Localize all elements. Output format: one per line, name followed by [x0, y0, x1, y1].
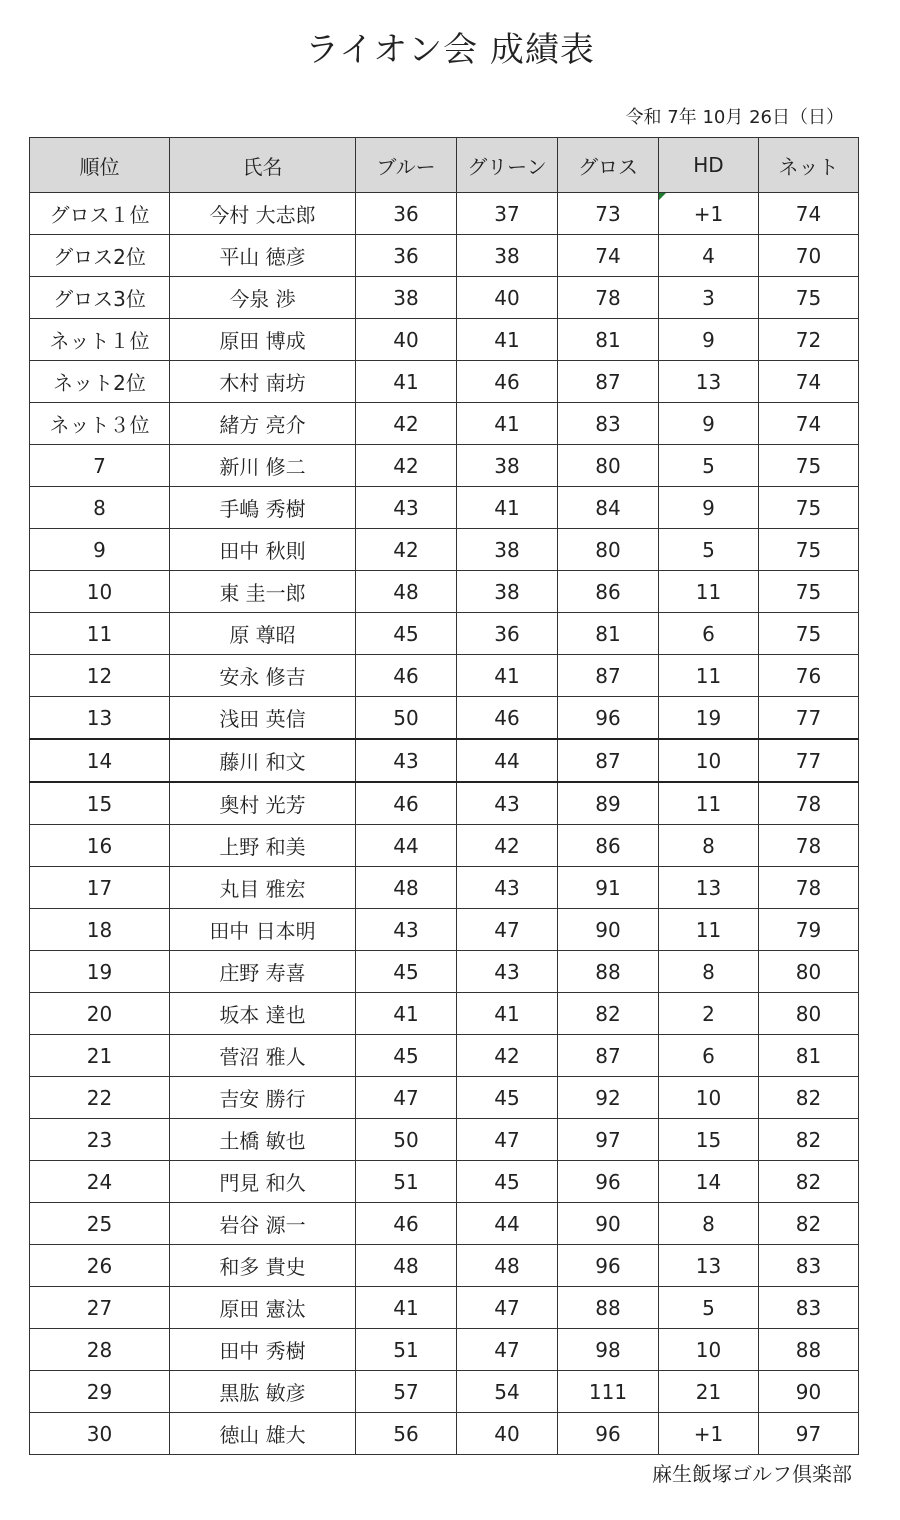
cell-blue: 46 — [356, 655, 457, 697]
cell-gross: 81 — [558, 613, 659, 655]
cell-blue: 57 — [356, 1371, 457, 1413]
cell-hd: 9 — [659, 403, 759, 445]
table-row — [30, 277, 859, 319]
cell-net: 81 — [759, 1035, 859, 1077]
cell-name: 徳山 雄大 — [170, 1413, 356, 1455]
cell-green: 47 — [457, 1329, 558, 1371]
cell-gross: 88 — [558, 1287, 659, 1329]
cell-gross: 96 — [558, 697, 659, 740]
cell-gross: 73 — [558, 193, 659, 235]
table-row — [30, 993, 859, 1035]
cell-blue: 42 — [356, 403, 457, 445]
table-row — [30, 613, 859, 655]
cell-blue: 40 — [356, 319, 457, 361]
cell-rank: グロス2位 — [30, 235, 170, 277]
cell-green: 47 — [457, 909, 558, 951]
table-row — [30, 1413, 859, 1455]
cell-green: 43 — [457, 951, 558, 993]
cell-net: 88 — [759, 1329, 859, 1371]
header-name: 氏名 — [170, 138, 356, 193]
table-row — [30, 1329, 859, 1371]
table-row — [30, 697, 859, 740]
table-row — [30, 319, 859, 361]
cell-green: 38 — [457, 445, 558, 487]
cell-hd: 11 — [659, 571, 759, 613]
cell-net: 78 — [759, 867, 859, 909]
cell-blue: 44 — [356, 825, 457, 867]
cell-hd: 3 — [659, 277, 759, 319]
cell-blue: 45 — [356, 613, 457, 655]
cell-name: 坂本 達也 — [170, 993, 356, 1035]
cell-rank: 13 — [30, 697, 170, 740]
cell-name: 原 尊昭 — [170, 613, 356, 655]
cell-blue: 51 — [356, 1329, 457, 1371]
cell-blue: 47 — [356, 1077, 457, 1119]
cell-green: 46 — [457, 697, 558, 740]
cell-green: 45 — [457, 1161, 558, 1203]
cell-rank: 17 — [30, 867, 170, 909]
cell-gross: 96 — [558, 1161, 659, 1203]
cell-hd: 8 — [659, 951, 759, 993]
cell-green: 42 — [457, 825, 558, 867]
page-title: ライオン会 成績表 — [305, 30, 595, 70]
cell-blue: 43 — [356, 909, 457, 951]
cell-hd: 10 — [659, 1077, 759, 1119]
cell-green: 48 — [457, 1245, 558, 1287]
cell-net: 74 — [759, 403, 859, 445]
results-body — [30, 193, 859, 1455]
table-row — [30, 193, 859, 235]
cell-gross: 89 — [558, 782, 659, 825]
cell-hd: 8 — [659, 825, 759, 867]
cell-rank: 11 — [30, 613, 170, 655]
cell-blue: 43 — [356, 487, 457, 529]
cell-green: 46 — [457, 361, 558, 403]
cell-gross: 111 — [558, 1371, 659, 1413]
cell-rank: ネット３位 — [30, 403, 170, 445]
table-row — [30, 655, 859, 697]
cell-gross: 90 — [558, 909, 659, 951]
cell-rank: 19 — [30, 951, 170, 993]
cell-green: 40 — [457, 1413, 558, 1455]
cell-hd: 10 — [659, 1329, 759, 1371]
cell-green: 41 — [457, 487, 558, 529]
cell-net: 75 — [759, 571, 859, 613]
cell-net: 75 — [759, 487, 859, 529]
cell-hd: 6 — [659, 1035, 759, 1077]
cell-rank: グロス3位 — [30, 277, 170, 319]
cell-gross: 87 — [558, 1035, 659, 1077]
cell-gross: 96 — [558, 1413, 659, 1455]
cell-net: 83 — [759, 1245, 859, 1287]
cell-name: 黒肱 敏彦 — [170, 1371, 356, 1413]
cell-name: 今泉 渉 — [170, 277, 356, 319]
cell-rank: 7 — [30, 445, 170, 487]
cell-name: 浅田 英信 — [170, 697, 356, 740]
club-name: 麻生飯塚ゴルフ倶楽部 — [652, 1462, 852, 1486]
cell-net: 77 — [759, 739, 859, 782]
cell-net: 82 — [759, 1077, 859, 1119]
cell-hd: +1 — [659, 193, 759, 235]
cell-hd: 11 — [659, 782, 759, 825]
cell-rank: 9 — [30, 529, 170, 571]
cell-blue: 46 — [356, 1203, 457, 1245]
cell-blue: 50 — [356, 697, 457, 740]
cell-blue: 48 — [356, 1245, 457, 1287]
cell-gross: 82 — [558, 993, 659, 1035]
cell-blue: 38 — [356, 277, 457, 319]
cell-hd: 14 — [659, 1161, 759, 1203]
cell-gross: 87 — [558, 361, 659, 403]
cell-name: 東 圭一郎 — [170, 571, 356, 613]
cell-blue: 51 — [356, 1161, 457, 1203]
cell-gross: 78 — [558, 277, 659, 319]
cell-name: 田中 秋則 — [170, 529, 356, 571]
event-date: 令和 7年 10月 26日（日） — [625, 107, 844, 128]
cell-hd: +1 — [659, 1413, 759, 1455]
cell-net: 77 — [759, 697, 859, 740]
cell-gross: 97 — [558, 1119, 659, 1161]
cell-net: 75 — [759, 277, 859, 319]
cell-gross: 74 — [558, 235, 659, 277]
cell-hd: 13 — [659, 1245, 759, 1287]
cell-rank: 10 — [30, 571, 170, 613]
table-row — [30, 529, 859, 571]
table-row — [30, 782, 859, 825]
cell-rank: ネット2位 — [30, 361, 170, 403]
cell-rank: 28 — [30, 1329, 170, 1371]
cell-rank: 29 — [30, 1371, 170, 1413]
cell-green: 44 — [457, 739, 558, 782]
cell-net: 79 — [759, 909, 859, 951]
cell-green: 47 — [457, 1119, 558, 1161]
cell-net: 70 — [759, 235, 859, 277]
cell-net: 75 — [759, 529, 859, 571]
cell-hd: 4 — [659, 235, 759, 277]
cell-net: 97 — [759, 1413, 859, 1455]
cell-rank: 12 — [30, 655, 170, 697]
header-row — [30, 138, 859, 193]
cell-blue: 46 — [356, 782, 457, 825]
table-row — [30, 951, 859, 993]
table-row — [30, 361, 859, 403]
cell-gross: 98 — [558, 1329, 659, 1371]
table-row — [30, 445, 859, 487]
cell-hd: 2 — [659, 993, 759, 1035]
cell-green: 44 — [457, 1203, 558, 1245]
table-row — [30, 739, 859, 782]
cell-rank: 18 — [30, 909, 170, 951]
cell-hd: 6 — [659, 613, 759, 655]
cell-green: 38 — [457, 235, 558, 277]
cell-net: 72 — [759, 319, 859, 361]
cell-gross: 87 — [558, 739, 659, 782]
cell-hd: 13 — [659, 867, 759, 909]
cell-net: 75 — [759, 445, 859, 487]
cell-green: 37 — [457, 193, 558, 235]
cell-name: 菅沼 雅人 — [170, 1035, 356, 1077]
header-hd: HD — [659, 138, 759, 193]
cell-green: 40 — [457, 277, 558, 319]
cell-name: 吉安 勝行 — [170, 1077, 356, 1119]
cell-name: 丸目 雅宏 — [170, 867, 356, 909]
cell-blue: 41 — [356, 361, 457, 403]
header-green: グリーン — [457, 138, 558, 193]
cell-name: 緒方 亮介 — [170, 403, 356, 445]
cell-hd: 9 — [659, 487, 759, 529]
cell-blue: 36 — [356, 193, 457, 235]
cell-gross: 96 — [558, 1245, 659, 1287]
cell-gross: 91 — [558, 867, 659, 909]
cell-name: 田中 日本明 — [170, 909, 356, 951]
cell-rank: 15 — [30, 782, 170, 825]
cell-hd: 5 — [659, 445, 759, 487]
table-row — [30, 1077, 859, 1119]
header-net: ネット — [759, 138, 859, 193]
cell-gross: 81 — [558, 319, 659, 361]
cell-hd: 21 — [659, 1371, 759, 1413]
cell-rank: 8 — [30, 487, 170, 529]
cell-hd: 9 — [659, 319, 759, 361]
cell-name: 門見 和久 — [170, 1161, 356, 1203]
cell-net: 82 — [759, 1119, 859, 1161]
table-row — [30, 825, 859, 867]
cell-rank: 23 — [30, 1119, 170, 1161]
cell-net: 75 — [759, 613, 859, 655]
cell-gross: 90 — [558, 1203, 659, 1245]
cell-name: 手嶋 秀樹 — [170, 487, 356, 529]
cell-rank: 24 — [30, 1161, 170, 1203]
cell-blue: 48 — [356, 867, 457, 909]
table-row — [30, 403, 859, 445]
cell-rank: 30 — [30, 1413, 170, 1455]
cell-net: 76 — [759, 655, 859, 697]
cell-name: 田中 秀樹 — [170, 1329, 356, 1371]
cell-gross: 80 — [558, 529, 659, 571]
cell-rank: 26 — [30, 1245, 170, 1287]
cell-rank: グロス１位 — [30, 193, 170, 235]
table-row — [30, 1119, 859, 1161]
cell-rank: 20 — [30, 993, 170, 1035]
table-row — [30, 867, 859, 909]
cell-green: 54 — [457, 1371, 558, 1413]
cell-gross: 86 — [558, 825, 659, 867]
cell-gross: 80 — [558, 445, 659, 487]
cell-name: 安永 修吉 — [170, 655, 356, 697]
table-row — [30, 1287, 859, 1329]
cell-rank: 16 — [30, 825, 170, 867]
cell-blue: 48 — [356, 571, 457, 613]
table-row — [30, 1035, 859, 1077]
cell-green: 42 — [457, 1035, 558, 1077]
cell-name: 庄野 寿喜 — [170, 951, 356, 993]
cell-name: 原田 憲汰 — [170, 1287, 356, 1329]
cell-green: 43 — [457, 867, 558, 909]
cell-gross: 83 — [558, 403, 659, 445]
cell-green: 47 — [457, 1287, 558, 1329]
cell-blue: 41 — [356, 993, 457, 1035]
cell-name: 今村 大志郎 — [170, 193, 356, 235]
cell-hd: 10 — [659, 739, 759, 782]
cell-net: 78 — [759, 782, 859, 825]
cell-name: 新川 修二 — [170, 445, 356, 487]
cell-gross: 86 — [558, 571, 659, 613]
cell-gross: 92 — [558, 1077, 659, 1119]
cell-green: 41 — [457, 319, 558, 361]
table-row — [30, 1245, 859, 1287]
cell-name: 原田 博成 — [170, 319, 356, 361]
cell-gross: 87 — [558, 655, 659, 697]
cell-net: 74 — [759, 361, 859, 403]
cell-net: 74 — [759, 193, 859, 235]
header-blue: ブルー — [356, 138, 457, 193]
cell-green: 45 — [457, 1077, 558, 1119]
cell-hd: 11 — [659, 909, 759, 951]
cell-net: 80 — [759, 951, 859, 993]
cell-blue: 45 — [356, 951, 457, 993]
cell-rank: 25 — [30, 1203, 170, 1245]
cell-name: 奥村 光芳 — [170, 782, 356, 825]
cell-net: 82 — [759, 1161, 859, 1203]
cell-rank: 22 — [30, 1077, 170, 1119]
cell-green: 43 — [457, 782, 558, 825]
cell-rank: 27 — [30, 1287, 170, 1329]
cell-name: 上野 和美 — [170, 825, 356, 867]
cell-gross: 88 — [558, 951, 659, 993]
cell-name: 木村 南坊 — [170, 361, 356, 403]
cell-blue: 41 — [356, 1287, 457, 1329]
cell-name: 平山 徳彦 — [170, 235, 356, 277]
table-row — [30, 487, 859, 529]
cell-blue: 50 — [356, 1119, 457, 1161]
cell-net: 83 — [759, 1287, 859, 1329]
cell-green: 38 — [457, 529, 558, 571]
cell-rank: ネット１位 — [30, 319, 170, 361]
table-row — [30, 235, 859, 277]
table-row — [30, 1371, 859, 1413]
header-rank: 順位 — [30, 138, 170, 193]
cell-name: 岩谷 源一 — [170, 1203, 356, 1245]
cell-blue: 45 — [356, 1035, 457, 1077]
cell-hd: 5 — [659, 529, 759, 571]
table-row — [30, 1203, 859, 1245]
cell-blue: 43 — [356, 739, 457, 782]
cell-hd: 11 — [659, 655, 759, 697]
cell-name: 藤川 和文 — [170, 739, 356, 782]
cell-hd: 8 — [659, 1203, 759, 1245]
table-row — [30, 571, 859, 613]
cell-hd: 19 — [659, 697, 759, 740]
cell-hd: 13 — [659, 361, 759, 403]
cell-blue: 36 — [356, 235, 457, 277]
cell-name: 土橋 敏也 — [170, 1119, 356, 1161]
cell-green: 41 — [457, 993, 558, 1035]
cell-hd: 15 — [659, 1119, 759, 1161]
cell-blue: 56 — [356, 1413, 457, 1455]
cell-green: 41 — [457, 655, 558, 697]
cell-blue: 42 — [356, 445, 457, 487]
cell-hd: 5 — [659, 1287, 759, 1329]
cell-net: 90 — [759, 1371, 859, 1413]
cell-rank: 21 — [30, 1035, 170, 1077]
results-table — [29, 137, 859, 1455]
cell-green: 41 — [457, 403, 558, 445]
cell-name: 和多 貴史 — [170, 1245, 356, 1287]
cell-blue: 42 — [356, 529, 457, 571]
cell-green: 38 — [457, 571, 558, 613]
cell-gross: 84 — [558, 487, 659, 529]
header-gross: グロス — [558, 138, 659, 193]
cell-rank: 14 — [30, 739, 170, 782]
cell-net: 78 — [759, 825, 859, 867]
cell-net: 82 — [759, 1203, 859, 1245]
table-row — [30, 1161, 859, 1203]
cell-green: 36 — [457, 613, 558, 655]
cell-net: 80 — [759, 993, 859, 1035]
table-row — [30, 909, 859, 951]
